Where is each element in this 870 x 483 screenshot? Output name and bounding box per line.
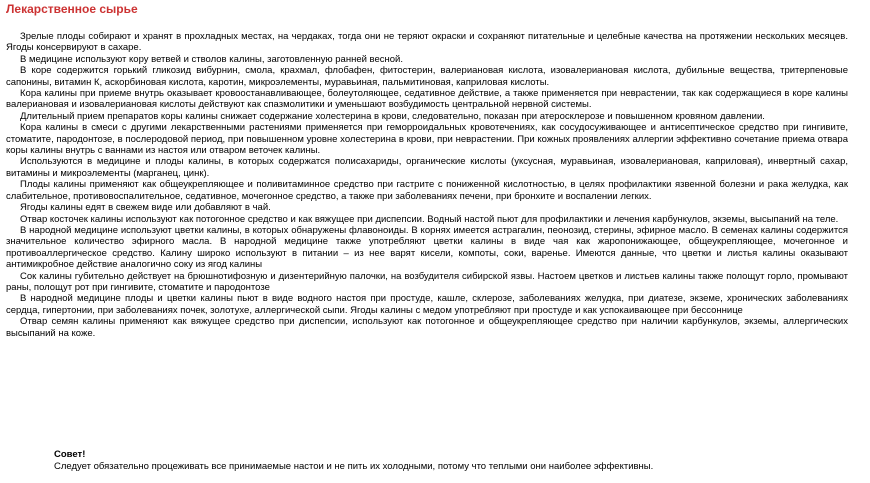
paragraph: Ягоды калины едят в свежем виде или добавляют в чай. [20,202,271,214]
paragraph: В народной медицине плоды и цветки калины пьют в виде водного настоя при простуде, кашле, склерозе, заболеваниях желудка, при диатезе, экземе, хронических заболеваниях сердца, гипертонии, при заболеваниях почек, золотухе, аллергической сыпи. Ягоды калины с медом употребляют при простуде и как успокаивающее при бессоннице [6,293,848,316]
paragraph: В коре содержится горький гликозид вибурнин, смола, крахмал, флобафен, фитостерин, валериановая кислота, изовалериановая кислота, дубильные вещества, тритерпеновые сапонины, витамин К, аскорбиновая кислота, каротин, микроэлементы, муравьиная, пальмитиновая, каприловая кислоты. [6,65,848,88]
article-body [6,31,848,339]
paragraph: Длительный прием препаратов коры калины снижает содержание холестерина в крови, следовательно, показан при атеросклерозе и повышенном кровяном давлении. [20,110,765,122]
paragraph: Используются в медицине и плоды калины, в которых содержатся полисахариды, органические кислоты (уксусная, муравьиная, изовалериановая, каприловая), инвертный сахар, витамины и микроэлементы (марганец, цинк). [6,156,848,179]
paragraph: Зрелые плоды собирают и хранят в прохладных местах, на чердаках, тогда они не теряют окраски и сохраняют питательные и целебные качества на протяжении нескольких месяцев. Ягоды консервируют в сахаре. [6,31,848,54]
page-title: Лекарственное сырье [6,2,138,16]
paragraph: Отвар косточек калины используют как потогонное средство и как вяжущее при диспепсии. Водный настой пьют для профилактики и лечения карбункулов, экземы, высыпаний на теле. [20,213,839,225]
paragraph: Кора калины при приеме внутрь оказывает кровоостанавливающее, болеутоляющее, седативное действие, а также применяется при неврастении, так как содержащиеся в коре калины валериановая и изовалериановая кислоты действуют как спазмолитики и уменьшают возбудимость центральной нервной системы. [6,88,848,111]
paragraph: Плоды калины применяют как общеукрепляющее и поливитаминное средство при гастрите с пониженной кислотностью, в целях профилактики язвенной болезни и рака желудка, как слабительное, противовоспалительное, седативное, мочегонное средство, а также при заболеваниях печени, при бронхите и воспалении легких. [6,179,848,202]
paragraph: В медицине используют кору ветвей и стволов калины, заготовленную ранней весной. [20,53,403,65]
advice-box [54,449,854,473]
advice-heading: Совет! [54,449,86,460]
paragraph: Сок калины губительно действует на брюшнотифозную и дизентерийную палочки, на возбудителя сибирской язвы. Настоем цветков и листьев калины также полощут горло, промывают раны, полощут рот при гингивите, стоматите и пародонтозе [6,270,848,293]
advice-text: Следует обязательно процеживать все принимаемые настои и не пить их холодными, потому что теплыми они наиболее эффективны. [54,461,654,472]
paragraph: Кора калины в смеси с другими лекарственными растениями применяется при геморроидальных кровотечениях, как сосудосуживающее и антисептическое средство при гингивите, стоматите, пародонтозе, в послеродовой период, при повышенном уровне холестерина в крови, при неврастении. При кожных проявлениях аллергии эффективно сочетание приема отвара коры калины внутрь с ваннами из настоя или отваром веточек калины. [6,122,848,157]
paragraph: В народной медицине используют цветки калины, в которых обнаружены флавоноиды. В корнях имеется астрагалин, пеонозид, стерины, эфирное масло. В семенах калины содержится значительное количество эфирного масла. В народной медицине также употребляют цветки калины в виде чая как жаропонижающее, общеукрепляющее, мочегонное и противоаллергическое средство. Калину широко используют в питании – из нее варят кисели, компоты, соки, варенье. Имеются данные, что цветки и листья калины оказывают антимикробное действие аналогично соку из ягод калины [6,224,848,271]
paragraph: Отвар семян калины применяют как вяжущее средство при диспепсии, используют как потогонное и общеукрепляющее средство при наличии карбункулов, экземы, аллергических высыпаний на коже. [6,316,848,339]
